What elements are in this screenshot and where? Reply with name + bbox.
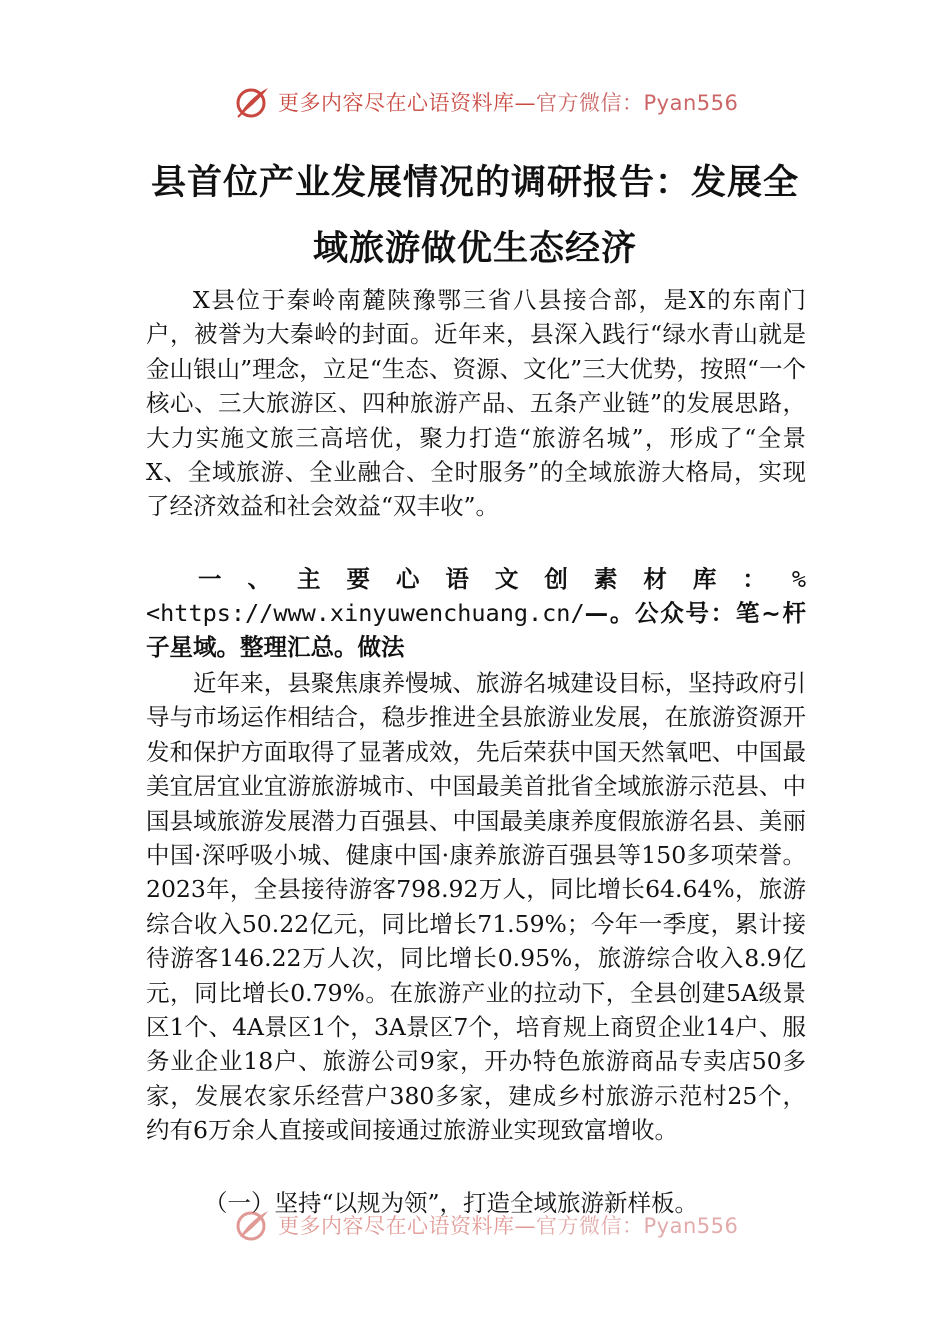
subheading-1: （一）坚持“以规为领”，打造全域旅游新样板。 xyxy=(204,1189,699,1217)
feather-logo-icon xyxy=(232,84,272,120)
source-url: %<https://www.xinyuwenchuang.cn/ xyxy=(146,565,806,627)
title-line-2: 域旅游做优生态经济 xyxy=(312,228,637,269)
intro-paragraph: X县位于秦岭南麓陕豫鄂三省八县接合部，是X的东南门户，被誉为大秦岭的封面。近年来，县深入践行“绿水青山就是金山银山”理念，立足“生态、资源、文化”三大优势，按照“一个核心、三大旅游区、四种旅游产品、五条产业链”的发展思路，大力实施文旅三高培优，聚力打造“旅游名城”，形成了“全景X、全域旅游、全业融合、全时服务”的全域旅游大格局，实现了经济效益和社会效益“双丰收”。 xyxy=(146,286,806,521)
title-line-1: 县首位产业发展情况的调研报告：发展全 xyxy=(150,162,799,203)
feather-logo-icon xyxy=(232,1207,272,1243)
watermark-text-bottom: 更多内容尽在心语资料库—官方微信：Pyan556 xyxy=(278,1214,739,1238)
watermark-top xyxy=(232,82,738,122)
body-paragraph-2: 近年来，县聚焦康养慢城、旅游名城建设目标，坚持政府引导与市场运作相结合，稳步推进全县旅游业发展，在旅游资源开发和保护方面取得了显著成效，先后荣获中国天然氧吧、中国最美宜居宜业宜游旅游城市、中国最美首批省全域旅游示范县、中国县域旅游发展潜力百强县、中国最美康养度假旅游名县、美丽中国·深呼吸小城、健康中国·康养旅游百强县等150多项荣誉。2023年，全县接待游客798.92万人，同比增长64.64%，旅游综合收入50.22亿元，同比增长71.59%；今年一季度，累计接待游客146.22万人次，同比增长0.95%，旅游综合收入8.9亿元，同比增长0.79%。在旅游产业的拉动下，全县创建5A级景区1个、4A景区1个，3A景区7个，培育规上商贸企业14户、服务业企业18户、旅游公司9家，开办特色旅游商品专卖店50多家，发展农家乐经营户380多家，建成乡村旅游示范村25个，约有6万余人直接或间接通过旅游业实现致富增收。 xyxy=(146,669,806,1145)
section-heading-1: 一、主要心语文创素材库：%<https://www.xinyuwenchuang.cn/—。公众号：笔~杆子星域。整理汇总。做法 xyxy=(146,565,806,661)
document-title xyxy=(130,150,820,282)
watermark-text: 更多内容尽在心语资料库—官方微信：Pyan556 xyxy=(278,91,739,115)
watermark-bottom xyxy=(232,1205,738,1245)
